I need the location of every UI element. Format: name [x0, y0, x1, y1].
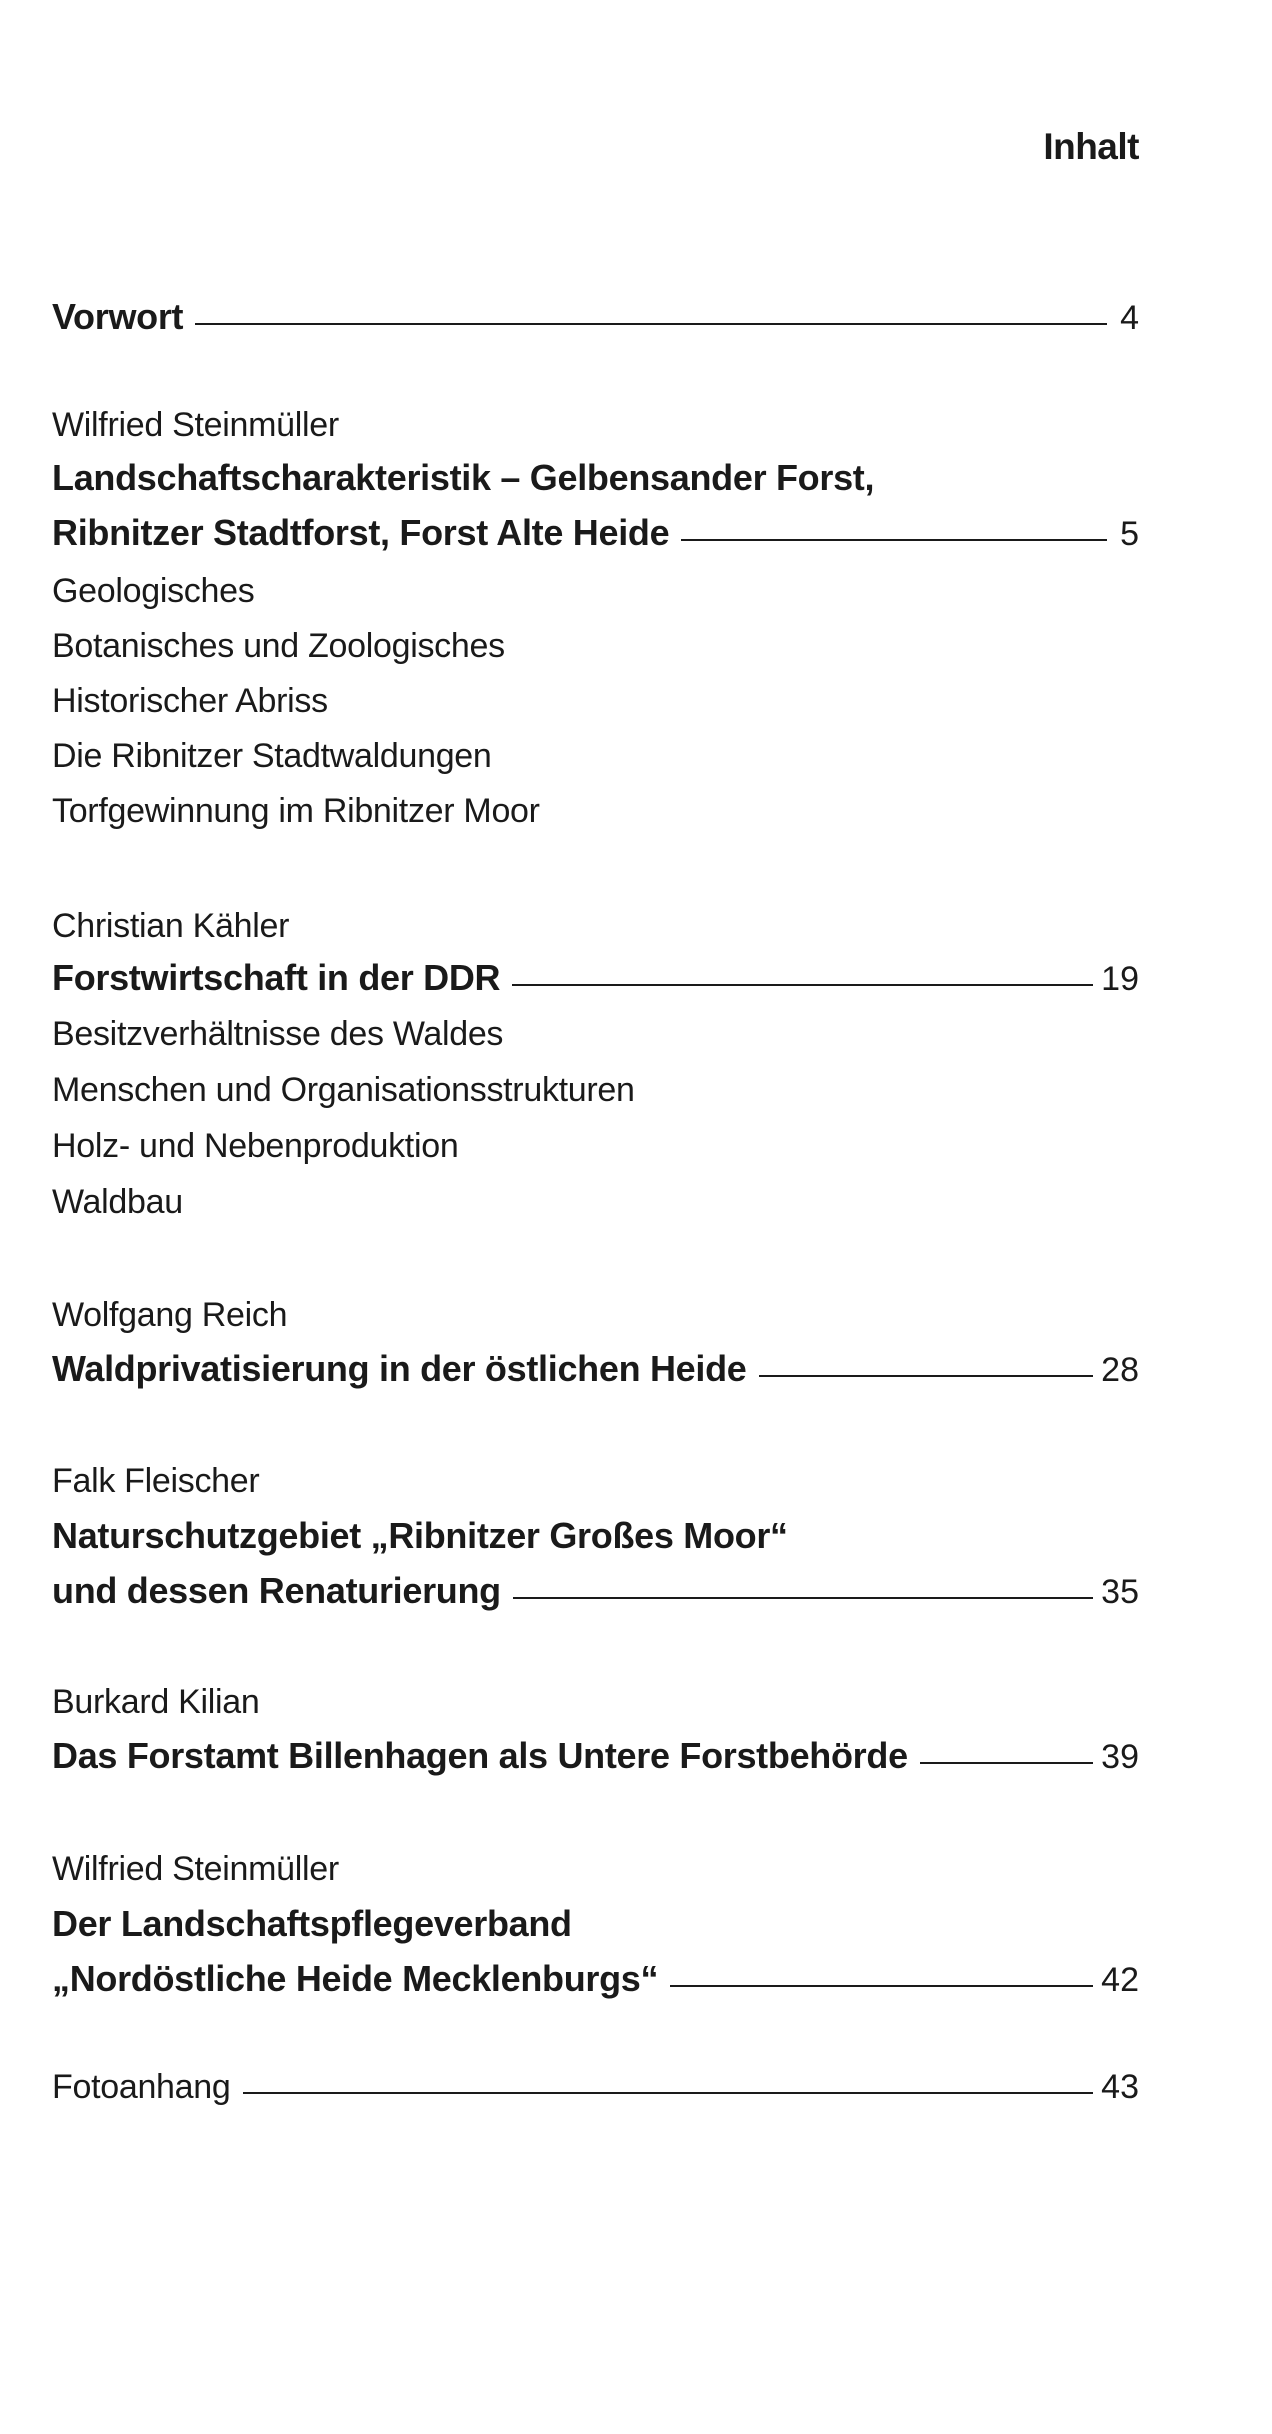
leader-line	[681, 539, 1107, 541]
page-number: 39	[1101, 1738, 1139, 1776]
leader-line	[513, 1597, 1093, 1599]
toc-entry-landschaftscharakteristik	[52, 512, 1139, 554]
toc-subsection: Besitzverhältnisse des Waldes	[52, 1015, 504, 1053]
toc-title: Ribnitzer Stadtforst, Forst Alte Heide	[52, 512, 670, 553]
toc-author: Burkard Kilian	[52, 1683, 260, 1721]
toc-entry-naturschutzgebiet	[52, 1570, 1139, 1612]
toc-entry-fotoanhang	[52, 2068, 1139, 2107]
toc-subsection: Geologisches	[52, 572, 255, 610]
leader-line	[920, 1762, 1093, 1764]
leader-line	[670, 1985, 1093, 1987]
leader-line	[512, 984, 1093, 986]
leader-line	[759, 1375, 1094, 1377]
toc-entry-landschaftspflegeverband	[52, 1958, 1139, 2000]
toc-subsection: Torfgewinnung im Ribnitzer Moor	[52, 792, 540, 830]
toc-title: Waldprivatisierung in der östlichen Heide	[52, 1348, 747, 1389]
page-number: 35	[1101, 1573, 1139, 1611]
toc-author: Falk Fleischer	[52, 1462, 260, 1500]
toc-subsection: Historischer Abriss	[52, 682, 328, 720]
toc-author: Wilfried Steinmüller	[52, 1850, 339, 1888]
toc-title: Naturschutzgebiet „Ribnitzer Großes Moor“	[52, 1515, 788, 1556]
toc-title: Forstwirtschaft in der DDR	[52, 957, 501, 998]
page-number: 5	[1120, 515, 1139, 553]
page-number: 28	[1101, 1351, 1139, 1389]
toc-subsection: Menschen und Organisationsstrukturen	[52, 1071, 635, 1109]
toc-entry-vorwort	[52, 296, 1139, 338]
toc-title: und dessen Renaturierung	[52, 1570, 501, 1611]
toc-author: Christian Kähler	[52, 907, 290, 945]
toc-subsection: Die Ribnitzer Stadtwaldungen	[52, 737, 492, 775]
leader-line	[243, 2092, 1094, 2094]
toc-title: Das Forstamt Billenhagen als Untere Forstbehörde	[52, 1735, 908, 1776]
toc-title: „Nordöstliche Heide Mecklenburgs“	[52, 1958, 659, 1999]
table-of-contents	[52, 0, 1139, 2434]
toc-title: Vorwort	[52, 296, 184, 337]
toc-entry-forstamt	[52, 1735, 1139, 1777]
page-number: 43	[1101, 2068, 1139, 2106]
toc-title: Landschaftscharakteristik – Gelbensander Forst,	[52, 457, 875, 498]
page-number: 42	[1101, 1961, 1139, 1999]
toc-author: Wilfried Steinmüller	[52, 406, 339, 444]
page-title: Inhalt	[1043, 126, 1139, 167]
leader-line	[195, 323, 1107, 325]
toc-entry-waldprivatisierung	[52, 1348, 1139, 1390]
toc-title: Fotoanhang	[52, 2068, 231, 2106]
toc-entry-forstwirtschaft	[52, 957, 1139, 999]
toc-author: Wolfgang Reich	[52, 1296, 288, 1334]
toc-subsection: Botanisches und Zoologisches	[52, 627, 505, 665]
page-number: 4	[1120, 299, 1139, 337]
toc-subsection: Waldbau	[52, 1183, 183, 1221]
toc-subsection: Holz- und Nebenproduktion	[52, 1127, 459, 1165]
page-number: 19	[1101, 960, 1139, 998]
toc-title: Der Landschaftspflegeverband	[52, 1903, 572, 1944]
